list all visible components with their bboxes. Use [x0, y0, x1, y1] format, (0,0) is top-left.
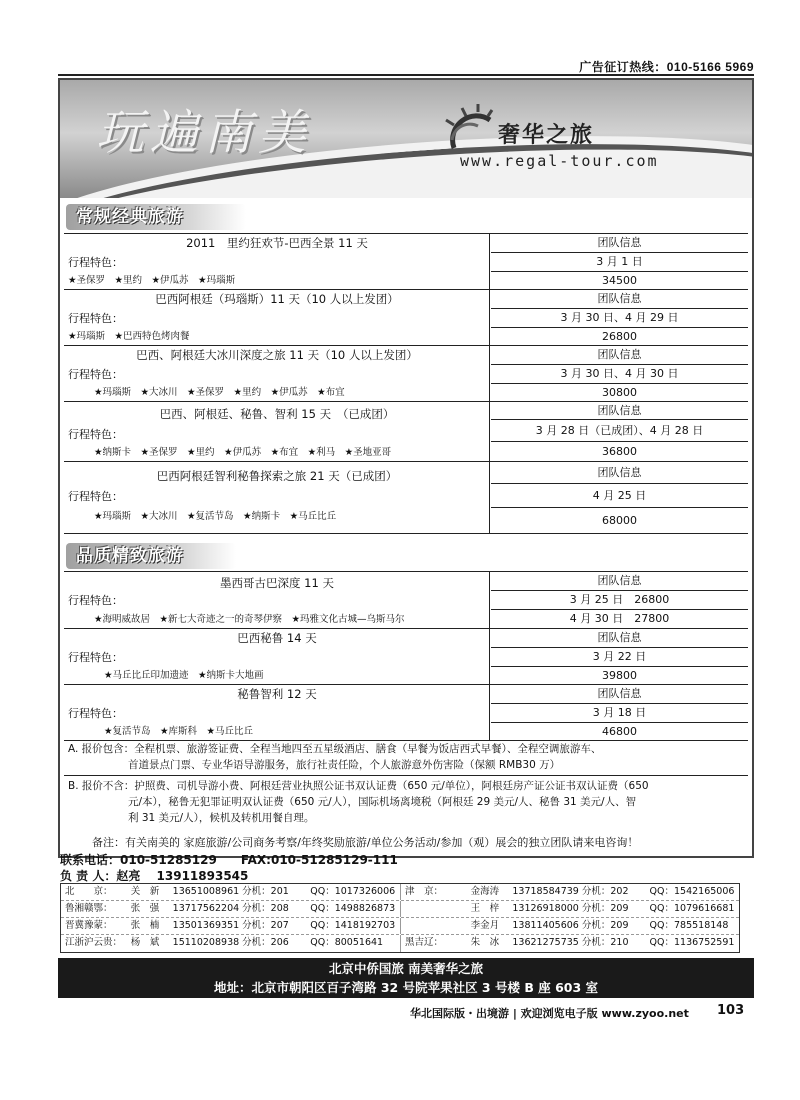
contact-name: 关 新: [130, 886, 160, 897]
contact-entry: [400, 918, 739, 934]
banner-title: 玩遍南美: [96, 105, 313, 161]
tour-highlights: ★玛瑙斯 ★大冰川 ★圣保罗 ★里约 ★伊瓜苏 ★布宜: [94, 387, 345, 398]
contact-region: 鲁湘赣鄂：: [65, 903, 113, 914]
tour-team-info: [491, 572, 748, 628]
contact-row: [61, 918, 739, 935]
banner: [60, 80, 752, 198]
tour-name: 巴西阿根廷（玛瑙斯）11 天（10 人以上发团）: [155, 292, 399, 306]
section-title-quality: 品质精致旅游: [66, 543, 236, 569]
tour-info: [64, 402, 490, 461]
contact-region: [401, 901, 471, 917]
tour-dates: 3 月 1 日: [491, 253, 748, 272]
tour-info: [64, 685, 490, 740]
ad-hotline: 广告征订热线：010-5166 5969: [579, 60, 754, 74]
tour-info: [64, 290, 490, 345]
contact-name: 张 楠: [130, 920, 160, 931]
tour-info: [64, 629, 490, 684]
contact-qq: QQ：1136752591: [649, 937, 735, 948]
publication-strip: 华北国际版・出境游 | 欢迎浏览电子版 www.zyoo.net: [410, 1007, 689, 1020]
contact-name: 金海涛: [470, 886, 500, 897]
tour-highlights: ★玛瑙斯 ★巴西特色烤肉餐: [68, 331, 190, 342]
top-rule: [58, 74, 754, 76]
sun-logo-icon: [432, 100, 502, 160]
tour-team-info: [491, 290, 748, 345]
tour-price: 36800: [602, 445, 637, 458]
contact-entry: [61, 918, 400, 934]
tour-dates: 4 月 30 日 27800: [569, 612, 670, 625]
tour-highlights: ★复活节岛 ★库斯科 ★马丘比丘: [104, 726, 254, 737]
contact-row: [61, 935, 739, 952]
tour-info: [64, 234, 490, 289]
contact-region: 北 京：: [65, 886, 113, 897]
sales-contacts-table: [60, 883, 740, 953]
team-info-header: 团队信息: [491, 402, 748, 420]
contact-manager: 负 责 人：赵亮 13911893545: [60, 869, 249, 883]
contact-region: 江浙沪云贵：: [65, 937, 123, 948]
tour-name: 秘鲁智利 12 天: [237, 687, 317, 701]
tour-highlights: ★马丘比丘印加遗迹 ★纳斯卡大地画: [104, 670, 264, 681]
tour-dates: 4 月 25 日: [491, 484, 748, 508]
tour-row: [64, 462, 748, 534]
tour-info: [64, 572, 490, 628]
section-title-classic: 常规经典旅游: [66, 204, 246, 230]
team-info-header: 团队信息: [491, 685, 748, 704]
contact-phone-ext: 13811405606 分机：209: [512, 920, 629, 931]
tour-team-info: [491, 346, 748, 401]
footnote: 备注：有关南美的 家庭旅游/公司商务考察/年终奖励旅游/单位公务活动/参加（观）展会的独立团队请来电咨询！: [92, 836, 639, 849]
tour-dates: 3 月 25 日 26800: [491, 591, 748, 610]
contact-entry: [400, 901, 739, 917]
tour-dates: 3 月 30 日、4 月 29 日: [491, 309, 748, 328]
price-includes: [64, 740, 748, 776]
contact-qq: QQ：1542165006: [649, 886, 735, 897]
contact-phone-ext: 13717562204 分机：208: [172, 903, 289, 914]
contact-name: 张 强: [130, 903, 160, 914]
tour-team-info: [491, 462, 748, 533]
tour-row: [64, 402, 748, 462]
contact-qq: QQ：1498826873: [310, 903, 396, 914]
team-info-header: 团队信息: [491, 290, 748, 309]
contact-entry: [61, 935, 400, 952]
contact-phone-ext: 13501369351 分机：207: [172, 920, 289, 931]
note-a-line: 首道景点门票、专业华语导游服务，旅行社责任险，个人旅游意外伤害险（保额 RMB30 万）: [128, 759, 561, 771]
note-b-line: 元/本），秘鲁无犯罪证明双认证费（650 元/人），国际机场离境税（阿根廷 29 美元/人、秘鲁 31 美元/人、智: [128, 796, 637, 808]
tour-highlights: ★玛瑙斯 ★大冰川 ★复活节岛 ★纳斯卡 ★马丘比丘: [94, 511, 337, 522]
feature-label: 行程特色：: [68, 651, 123, 664]
tour-dates: 3 月 22 日: [491, 648, 748, 667]
contact-name: 王 梓: [470, 903, 500, 914]
price-notes: [64, 740, 748, 828]
contact-region: 晋冀豫蒙：: [65, 920, 113, 931]
contact-phone-ext: 13651008961 分机：201: [172, 886, 289, 897]
contact-phone-ext: 13621275735 分机：210: [512, 937, 629, 948]
tour-info: [64, 346, 490, 401]
contact-qq: QQ：80051641: [310, 937, 384, 948]
feature-label: 行程特色：: [68, 707, 123, 720]
note-b-line: 利 31 美元/人），候机及转机用餐自理。: [128, 812, 315, 824]
company-footer: [58, 958, 754, 998]
contact-qq: QQ：1079616681: [649, 903, 735, 914]
tour-team-info: [491, 685, 748, 740]
quality-tour-table: [64, 571, 748, 741]
contact-qq: QQ：1017326006: [310, 886, 396, 897]
tour-price: 26800: [602, 330, 637, 343]
company-name: 北京中侨国旅 南美奢华之旅: [328, 961, 484, 976]
feature-label: 行程特色：: [68, 312, 123, 325]
note-a-line: A. 报价包含：全程机票、旅游签证费、全程当地四至五星级酒店、膳食（早餐为饭店西式早餐）、全程空调旅游车、: [68, 743, 602, 755]
contact-phone-ext: 13126918000 分机：209: [512, 903, 629, 914]
contact-region: 津 京：: [405, 886, 444, 897]
tour-team-info: [491, 629, 748, 684]
contact-row: [61, 901, 739, 918]
tour-price: 34500: [602, 274, 637, 287]
contact-qq: QQ：785518148: [649, 920, 729, 931]
tour-row: [64, 685, 748, 741]
ad-frame: [58, 78, 754, 858]
tour-row: [64, 290, 748, 346]
tour-name: 巴西阿根廷智利秘鲁探索之旅 21 天（已成团）: [156, 469, 398, 483]
tour-highlights: ★海明威故居 ★新七大奇迹之一的奇琴伊察 ★玛雅文化古城—乌斯马尔: [94, 614, 405, 625]
team-info-header: 团队信息: [491, 572, 748, 591]
feature-label: 行程特色：: [68, 594, 123, 607]
price-excludes: [64, 776, 748, 828]
tour-name: 巴西、阿根廷、秘鲁、智利 15 天 （已成团）: [159, 407, 395, 421]
contact-name: 朱 冰: [470, 937, 500, 948]
tour-price: 46800: [602, 725, 637, 738]
tour-price: 30800: [602, 386, 637, 399]
tour-name: 巴西、阿根廷大冰川深度之旅 11 天（10 人以上发团）: [136, 348, 418, 362]
tour-row: [64, 629, 748, 685]
tour-row: [64, 346, 748, 402]
team-info-header: 团队信息: [491, 462, 748, 484]
contact-phone-ext: 15110208938 分机：206: [172, 937, 289, 948]
tour-name: 墨西哥古巴深度 11 天: [220, 576, 334, 590]
contact-entry: [61, 901, 400, 917]
tour-row: [64, 572, 748, 629]
contact-name: 李金月: [470, 920, 500, 931]
tour-row: [64, 234, 748, 290]
feature-label: 行程特色：: [68, 428, 123, 441]
brand-url[interactable]: www.regal-tour.com: [460, 152, 659, 170]
contact-phone: 联系电话：010-51285129 FAX:010-51285129-111: [60, 853, 398, 867]
contact-entry: [400, 935, 739, 952]
contact-name: 杨 斌: [130, 937, 160, 948]
tour-highlights: ★圣保罗 ★里约 ★伊瓜苏 ★玛瑙斯: [68, 275, 236, 286]
tour-dates: 3 月 18 日: [491, 704, 748, 723]
contact-phone-ext: 13718584739 分机：202: [512, 886, 629, 897]
contact-qq: QQ：1418192703: [310, 920, 396, 931]
contact-region: [401, 918, 471, 934]
tour-name: 巴西秘鲁 14 天: [237, 631, 317, 645]
note-b-line: B. 报价不含：护照费、司机导游小费、阿根廷营业执照公证书双认证费（650 元/单位），阿根廷房产证公证书双认证费（650: [68, 780, 649, 792]
contact-region: 黑吉辽：: [405, 937, 444, 948]
feature-label: 行程特色：: [68, 368, 123, 381]
contact-row: [61, 884, 739, 901]
tour-name: 2011 里约狂欢节-巴西全景 11 天: [186, 236, 368, 250]
contact-entry: [400, 884, 739, 900]
classic-tour-table: [64, 233, 748, 534]
team-info-header: 团队信息: [491, 234, 748, 253]
tour-dates: 3 月 30 日、4 月 30 日: [491, 365, 748, 384]
brand-name: 奢华之旅: [498, 122, 595, 148]
tour-price: 68000: [602, 514, 637, 527]
tour-team-info: [491, 234, 748, 289]
team-info-header: 团队信息: [491, 346, 748, 365]
tour-team-info: [491, 402, 748, 461]
tour-highlights: ★纳斯卡 ★圣保罗 ★里约 ★伊瓜苏 ★布宜 ★利马 ★圣地亚哥: [94, 447, 392, 458]
contact-entry: [61, 884, 400, 900]
feature-label: 行程特色：: [68, 256, 123, 269]
tour-info: [64, 462, 490, 533]
page-number: 103: [717, 1003, 745, 1018]
company-address: 地址：北京市朝阳区百子湾路 32 号院苹果社区 3 号楼 B 座 603 室: [213, 980, 599, 995]
tour-dates: 3 月 28 日（已成团）、4 月 28 日: [491, 420, 748, 442]
feature-label: 行程特色：: [68, 490, 123, 503]
tour-price: 39800: [602, 669, 637, 682]
team-info-header: 团队信息: [491, 629, 748, 648]
